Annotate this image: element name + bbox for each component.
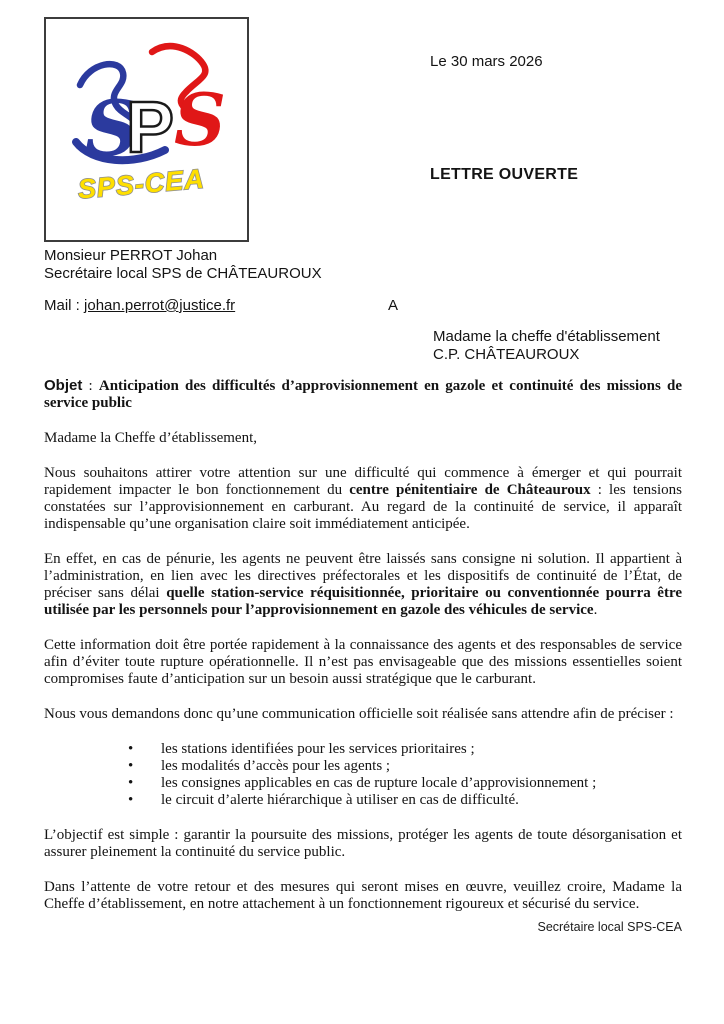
doc-type-title: LETTRE OUVERTE: [430, 166, 579, 183]
bullet-icon: •: [128, 792, 134, 808]
list-item: [128, 775, 682, 792]
list-item-text: les modalités d’accès pour les agents ;: [161, 758, 391, 774]
subject-line: [44, 377, 682, 412]
logo-letter-s2: S: [174, 77, 226, 162]
sps-cea-logo: [46, 19, 247, 240]
bullet-list: [44, 741, 682, 809]
paragraph-1-text-end: : les tensions constatées sur l’approvisionnement en carburant. Au regard de la continuité de service, il apparaît indispensable qu’une organisation claire soit immédiatement anticipée.: [44, 482, 683, 532]
email-link[interactable]: johan.perrot@justice.fr: [84, 297, 236, 314]
subject-text: Anticipation des difficultés d’approvisionnement en gazole et continuité des missions de service public: [44, 378, 682, 411]
paragraph-1-bold: centre pénitentiaire de Châteauroux: [349, 482, 591, 498]
mail-label: Mail :: [44, 297, 85, 314]
subject-separator: :: [82, 378, 99, 394]
sender-block: [44, 247, 322, 282]
paragraph-5: L’objectif est simple : garantir la poursuite des missions, protéger les agents de toute désorganisation et assurer pleinement la continuité du service public.: [44, 827, 682, 860]
signature: Secrétaire local SPS-CEA: [537, 920, 682, 934]
logo-letter-p: P: [125, 88, 175, 168]
paragraph-1: [44, 465, 682, 533]
mail-line: [44, 297, 235, 314]
salutation: Madame la Cheffe d’établissement,: [44, 430, 257, 446]
list-item-text: les stations identifiées pour les services prioritaires ;: [161, 741, 475, 757]
list-item-text: le circuit d’alerte hiérarchique à utiliser en cas de difficulté.: [161, 792, 519, 808]
recipient-line2: C.P. CHÂTEAUROUX: [433, 345, 580, 363]
bullet-icon: •: [128, 775, 134, 791]
bullet-icon: •: [128, 758, 134, 774]
letter-date: Le 30 mars 2026: [430, 53, 543, 70]
subject-label: Objet: [44, 377, 83, 394]
paragraph-1-text: Nous souhaitons attirer votre attention sur une difficulté qui commence à émerger et qui pourrait rapidement impacter le bon fonctionnement du: [44, 465, 682, 498]
paragraph-2-bold: quelle station-service réquisitionnée, prioritaire ou conventionnée pourra être utilisée par les personnels pour l’approvisionnement en gazole des véhicules de service: [44, 585, 683, 618]
list-item: [128, 792, 682, 809]
recipient-block: [433, 328, 660, 363]
sender-name: Monsieur PERROT Johan: [44, 247, 218, 264]
paragraph-6: Dans l’attente de votre retour et des mesures qui seront mises en œuvre, veuillez croire, Madame la Cheffe d’établissement, en notre attachement à un fonctionnement rigoureux et sécurisé du service.: [44, 879, 682, 912]
letter-body: [44, 377, 682, 931]
bullet-icon: •: [128, 741, 134, 757]
logo-caption: SPS-CEA: [76, 163, 206, 205]
paragraph-4: Nous vous demandons donc qu’une communication officielle soit réalisée sans attendre afin de préciser :: [44, 706, 674, 722]
sender-role: Secrétaire local SPS de CHÂTEAUROUX: [44, 264, 322, 282]
logo-letter-s1: S: [84, 84, 140, 173]
paragraph-2: [44, 551, 682, 619]
recipient-marker: A: [388, 297, 399, 314]
paragraph-3: Cette information doit être portée rapidement à la connaissance des agents et des responsables de service afin d’éviter toute rupture opérationnelle. Il n’est pas envisageable que des missions essentielles soient compromises faute d’anticipation sur un besoin aussi stratégique que le carburant.: [44, 637, 682, 687]
list-item: [128, 758, 682, 775]
paragraph-2-text: En effet, en cas de pénurie, les agents ne peuvent être laissés sans consigne ni solution. Il appartient à l’administration, en lien avec les directives préfectorales et les dispositifs de continuité de l’État, de préciser sans délai: [44, 551, 682, 601]
logo-box: [44, 17, 249, 242]
recipient-line1: Madame la cheffe d'établissement: [433, 328, 660, 345]
paragraph-2-text-end: .: [593, 602, 598, 618]
list-item-text: les consignes applicables en cas de rupture locale d’approvisionnement ;: [161, 775, 597, 791]
list-item: [128, 741, 682, 758]
